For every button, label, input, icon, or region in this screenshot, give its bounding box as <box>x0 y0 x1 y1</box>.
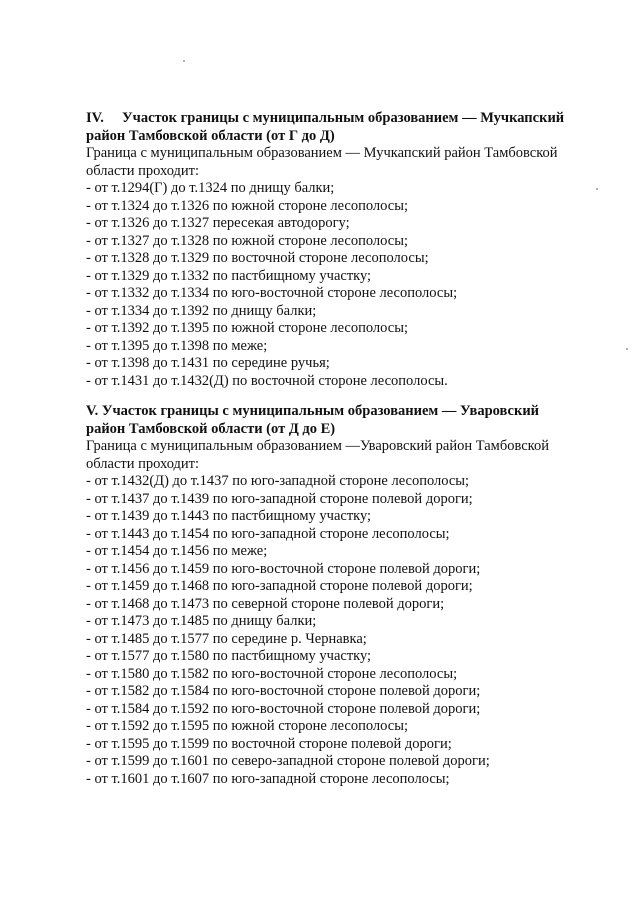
list-item: - от т.1577 до т.1580 по пастбищному участку; <box>86 648 372 664</box>
list-item: - от т.1332 до т.1334 по юго-восточной стороне лесополосы; <box>86 285 458 301</box>
list-item: - от т.1327 до т.1328 по южной стороне лесополосы; <box>86 232 408 249</box>
list-item: - от т.1392 до т.1395 по южной стороне лесополосы; <box>86 320 408 336</box>
intro-line2: области проходит: <box>86 162 200 179</box>
section-title-line2: район Тамбовской области (от Г до Д) <box>86 127 335 144</box>
list-item: - от т.1468 до т.1473 по северной стороне полевой дороги; <box>86 595 445 612</box>
list-item: - от т.1395 до т.1398 по меже; <box>86 337 268 354</box>
boundary-list <box>86 473 606 788</box>
section-v <box>86 403 606 788</box>
list-item: - от т.1398 до т.1431 по середине ручья; <box>86 355 330 371</box>
list-item: - от т.1294(Г) до т.1324 по днищу балки; <box>86 180 335 196</box>
list-item: - от т.1599 до т.1601 по северо-западной стороне полевой дороги; <box>86 753 490 769</box>
list-item: - от т.1592 до т.1595 по южной стороне лесополосы; <box>86 718 408 734</box>
section-number: V. <box>86 403 99 419</box>
list-item: - от т.1454 до т.1456 по меже; <box>86 543 268 559</box>
list-item: - от т.1443 до т.1454 по юго-западной стороне лесополосы; <box>86 525 450 542</box>
boundary-list <box>86 180 606 390</box>
section-iv <box>86 110 606 390</box>
list-item: - от т.1437 до т.1439 по юго-западной стороне полевой дороги; <box>86 490 473 507</box>
intro-line2: области проходит: <box>86 455 200 472</box>
list-item: - от т.1431 до т.1432(Д) по восточной стороне лесополосы. <box>86 372 448 389</box>
list-item: - от т.1328 до т.1329 по восточной стороне лесополосы; <box>86 250 429 266</box>
intro-line1: Граница с муниципальным образованием — Мучкапский район Тамбовской <box>86 145 558 161</box>
list-item: - от т.1324 до т.1326 по южной стороне лесополосы; <box>86 197 408 214</box>
section-title-line2: район Тамбовской области (от Д до Е) <box>86 420 336 437</box>
section-title-line1: Участок границы с муниципальным образованием — Уваровский <box>101 403 540 419</box>
list-item: - от т.1595 до т.1599 по восточной стороне полевой дороги; <box>86 735 452 752</box>
intro-line1: Граница с муниципальным образованием —Уваровский район Тамбовской <box>86 438 549 454</box>
list-item: - от т.1485 до т.1577 по середине р. Чернавка; <box>86 630 367 647</box>
list-item: - от т.1334 до т.1392 по днищу балки; <box>86 302 317 319</box>
list-item: - от т.1432(Д) до т.1437 по юго-западной стороне лесополосы; <box>86 473 470 489</box>
section-intro <box>86 438 606 473</box>
section-heading <box>86 110 606 145</box>
list-item: - от т.1439 до т.1443 по пастбищному участку; <box>86 508 372 524</box>
section-heading <box>86 403 606 438</box>
section-title-line1: Участок границы с муниципальным образованием — Мучкапский <box>122 110 565 126</box>
list-item: - от т.1459 до т.1468 по юго-западной стороне полевой дороги; <box>86 578 473 594</box>
scan-speck <box>626 348 628 350</box>
list-item: - от т.1326 до т.1327 пересекая автодорогу; <box>86 215 350 231</box>
list-item: - от т.1456 до т.1459 по юго-восточной стороне полевой дороги; <box>86 560 481 577</box>
list-item: - от т.1584 до т.1592 по юго-восточной стороне полевой дороги; <box>86 700 481 717</box>
scan-speck <box>183 60 185 62</box>
list-item: - от т.1473 до т.1485 по днищу балки; <box>86 613 317 629</box>
list-item: - от т.1582 до т.1584 по юго-восточной стороне полевой дороги; <box>86 683 481 699</box>
list-item: - от т.1329 до т.1332 по пастбищному участку; <box>86 267 372 284</box>
list-item: - от т.1601 до т.1607 по юго-западной стороне лесополосы; <box>86 770 450 787</box>
section-number: IV. <box>86 110 104 126</box>
section-intro <box>86 145 606 180</box>
list-item: - от т.1580 до т.1582 по юго-восточной стороне лесополосы; <box>86 665 458 682</box>
